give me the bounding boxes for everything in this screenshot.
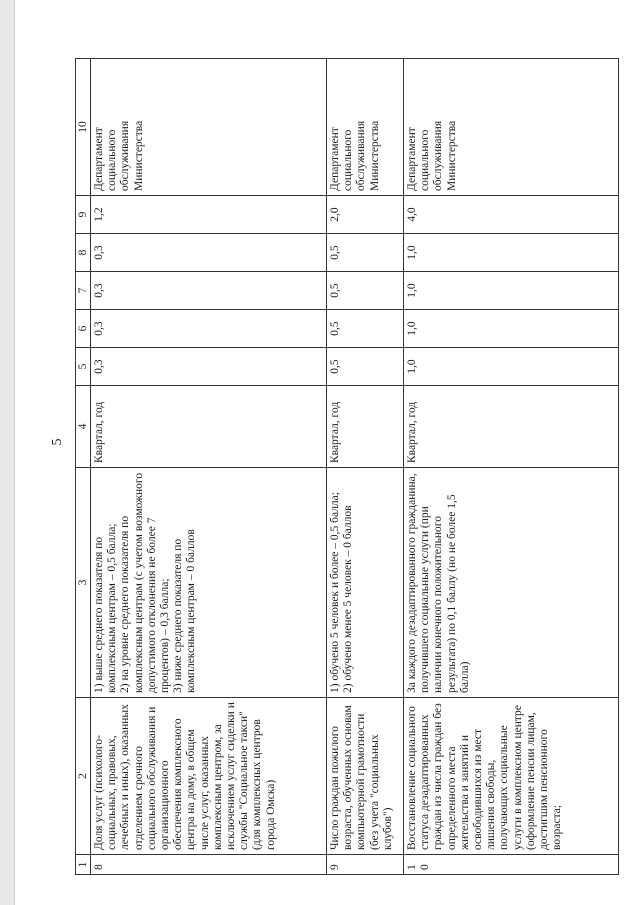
value-cell: 1,0 (404, 310, 619, 348)
period-cell: Квартал, год (327, 386, 404, 468)
indicators-table (75, 58, 619, 875)
value-cell: 0,3 (91, 348, 327, 386)
col-header: 9 (76, 196, 91, 234)
table-row (327, 59, 404, 875)
responsible-cell: Департамент социального обслуживания Министерства (91, 59, 327, 196)
col-header: 5 (76, 348, 91, 386)
value-cell: 1,0 (404, 348, 619, 386)
page-number: 5 (50, 438, 65, 446)
scan-edge (0, 0, 15, 905)
col-header: 4 (76, 386, 91, 468)
indicator-cell: Доля услуг (психолого-социальных, правовых, лечебных и иных), оказанных отделением срочного социального обслуживания и организационного обеспечения комплексного центра на дому, в общем числе услуг, оказанных комплексным центром, за исключением услуг сиделки и службы "Социальное такси" (для комплексных центров города Омска) (91, 698, 327, 855)
col-header: 6 (76, 310, 91, 348)
table-row (91, 59, 327, 875)
rotated-page (75, 59, 622, 875)
period-cell: Квартал, год (404, 386, 619, 468)
value-cell: 0,5 (327, 310, 404, 348)
row-number: 10 (404, 855, 619, 875)
value-cell: 1,2 (91, 196, 327, 234)
col-header: 2 (76, 698, 91, 855)
criteria-cell: 1) обучено 5 человек и более – 0,5 балла; 2) обучено менее 5 человек – 0 баллов (327, 468, 404, 698)
indicator-cell: Восстановление социального статуса дезадаптированных граждан из числа граждан без определенного места жительства и занятий и освободившихся из мест лишения свободы, получающих социальные услуги в комплексном центре (оформление пенсии лицам, достигшим пенсионного возраста; (404, 698, 619, 855)
criteria-cell: За каждого дезадаптированного гражданина, получившего социальные услуги (при наличии конечного положительного результата) по 0,1 баллу (но не более 1,5 балла) (404, 468, 619, 698)
value-cell: 0,5 (327, 234, 404, 272)
value-cell: 1,0 (404, 234, 619, 272)
value-cell: 0,5 (327, 272, 404, 310)
value-cell: 0,3 (91, 310, 327, 348)
row-number: 9 (327, 855, 404, 875)
row-number: 8 (91, 855, 327, 875)
value-cell: 1,0 (404, 272, 619, 310)
value-cell: 0,5 (327, 348, 404, 386)
header-row (76, 59, 91, 875)
col-header: 1 (76, 855, 91, 875)
responsible-cell: Департамент социального обслуживания Министерства (327, 59, 404, 196)
col-header: 8 (76, 234, 91, 272)
col-header: 10 (76, 59, 91, 196)
col-header: 3 (76, 468, 91, 698)
value-cell: 0,3 (91, 272, 327, 310)
responsible-cell: Департамент социального обслуживания Министерства (404, 59, 619, 196)
table-row (404, 59, 619, 875)
value-cell: 4,0 (404, 196, 619, 234)
period-cell: Квартал, год (91, 386, 327, 468)
value-cell: 0,3 (91, 234, 327, 272)
criteria-cell: 1) выше среднего показателя по комплексным центрам – 0,5 балла; 2) на уровне среднего показателя по комплексным центрам (с учетом возможного допустимого отклонения не более 7 процентов) – 0,3 балла; 3) ниже среднего показателя по комплексным центрам – 0 баллов (91, 468, 327, 698)
indicator-cell: Число граждан пожилого возраста, обученных основам компьютерной грамотности (без учета "социальных клубов") (327, 698, 404, 855)
value-cell: 2,0 (327, 196, 404, 234)
col-header: 7 (76, 272, 91, 310)
